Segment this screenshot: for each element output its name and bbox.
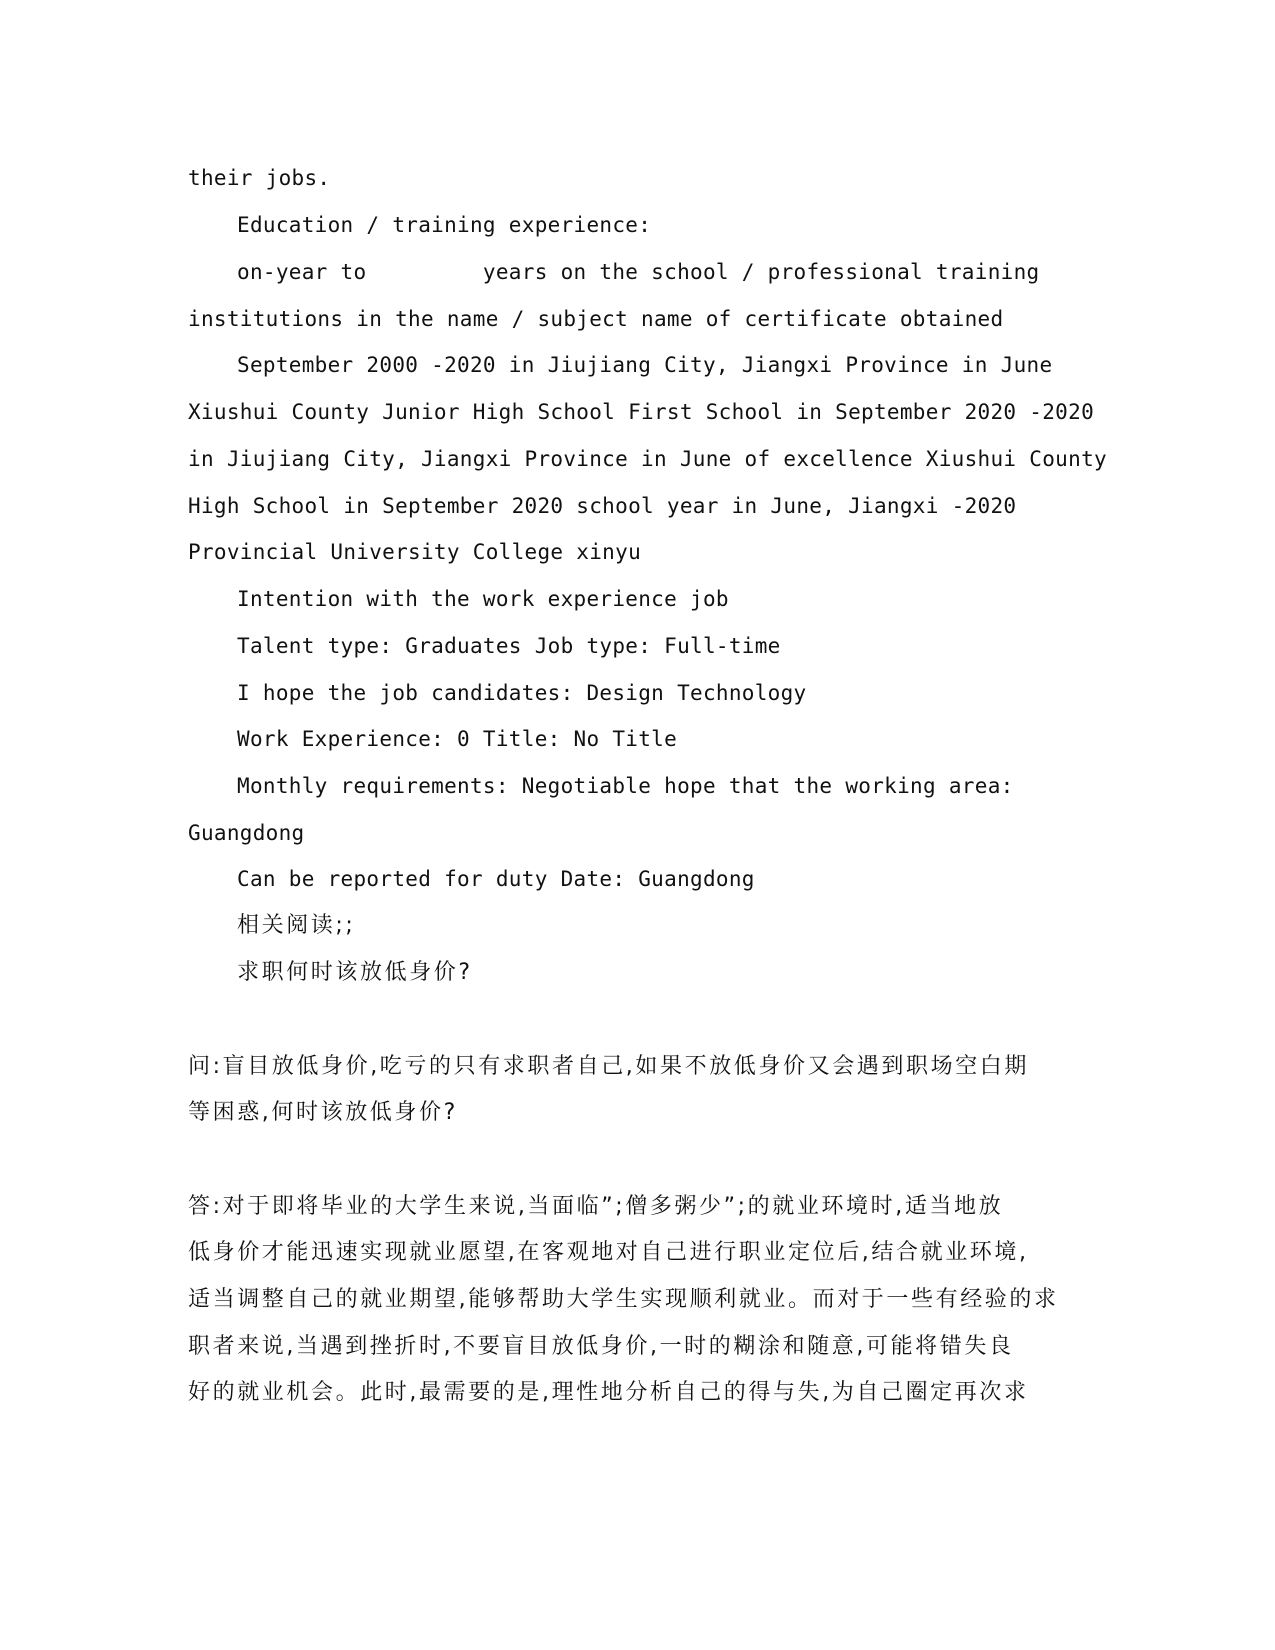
text-line: 职者来说,当遇到挫折时,不要盲目放低身价,一时的糊涂和随意,可能将错失良 bbox=[188, 1334, 1014, 1359]
text-line: Xiushui County Junior High School First School in September 2020 -2020 bbox=[188, 400, 1095, 424]
text-line: September 2000 -2020 in Jiujiang City, Jiangxi Province in June bbox=[237, 353, 1053, 377]
text-line: 等困惑,何时该放低身价? bbox=[188, 1100, 458, 1125]
text-line: 求职何时该放低身价? bbox=[237, 960, 473, 985]
text-line: 相关阅读;; bbox=[237, 913, 356, 938]
text-line: Intention with the work experience job bbox=[237, 587, 729, 611]
text-line: I hope the job candidates: Design Technology bbox=[237, 681, 807, 705]
text-line: their jobs. bbox=[188, 166, 331, 190]
text-line: Monthly requirements: Negotiable hope that the working area: bbox=[237, 774, 1014, 798]
text-line: 好的就业机会。此时,最需要的是,理性地分析自己的得与失,为自己圈定再次求 bbox=[188, 1380, 1029, 1405]
text-line: 问:盲目放低身价,吃亏的只有求职者自己,如果不放低身价又会遇到职场空白期 bbox=[188, 1054, 1030, 1079]
text-line: institutions in the name / subject name of certificate obtained bbox=[188, 307, 1004, 331]
text-line: Talent type: Graduates Job type: Full-time bbox=[237, 634, 781, 658]
text-line: High School in September 2020 school year in June, Jiangxi -2020 bbox=[188, 494, 1017, 518]
text-line: Guangdong bbox=[188, 821, 305, 845]
text-line: Provincial University College xinyu bbox=[188, 540, 642, 564]
text-line: 低身价才能迅速实现就业愿望,在客观地对自己进行职业定位后,结合就业环境, bbox=[188, 1240, 1029, 1265]
text-line: on-year to years on the school / professional training bbox=[237, 260, 1040, 284]
text-line: Can be reported for duty Date: Guangdong bbox=[237, 867, 755, 891]
text-line: Work Experience: 0 Title: No Title bbox=[237, 727, 678, 751]
text-line: 适当调整自己的就业期望,能够帮助大学生实现顺利就业。而对于一些有经验的求 bbox=[188, 1287, 1059, 1312]
text-line: 答:对于即将毕业的大学生来说,当面临”;僧多粥少”;的就业环境时,适当地放 bbox=[188, 1194, 1004, 1219]
text-line: Education / training experience: bbox=[237, 213, 652, 237]
text-line: in Jiujiang City, Jiangxi Province in June of excellence Xiushui County bbox=[188, 447, 1107, 471]
